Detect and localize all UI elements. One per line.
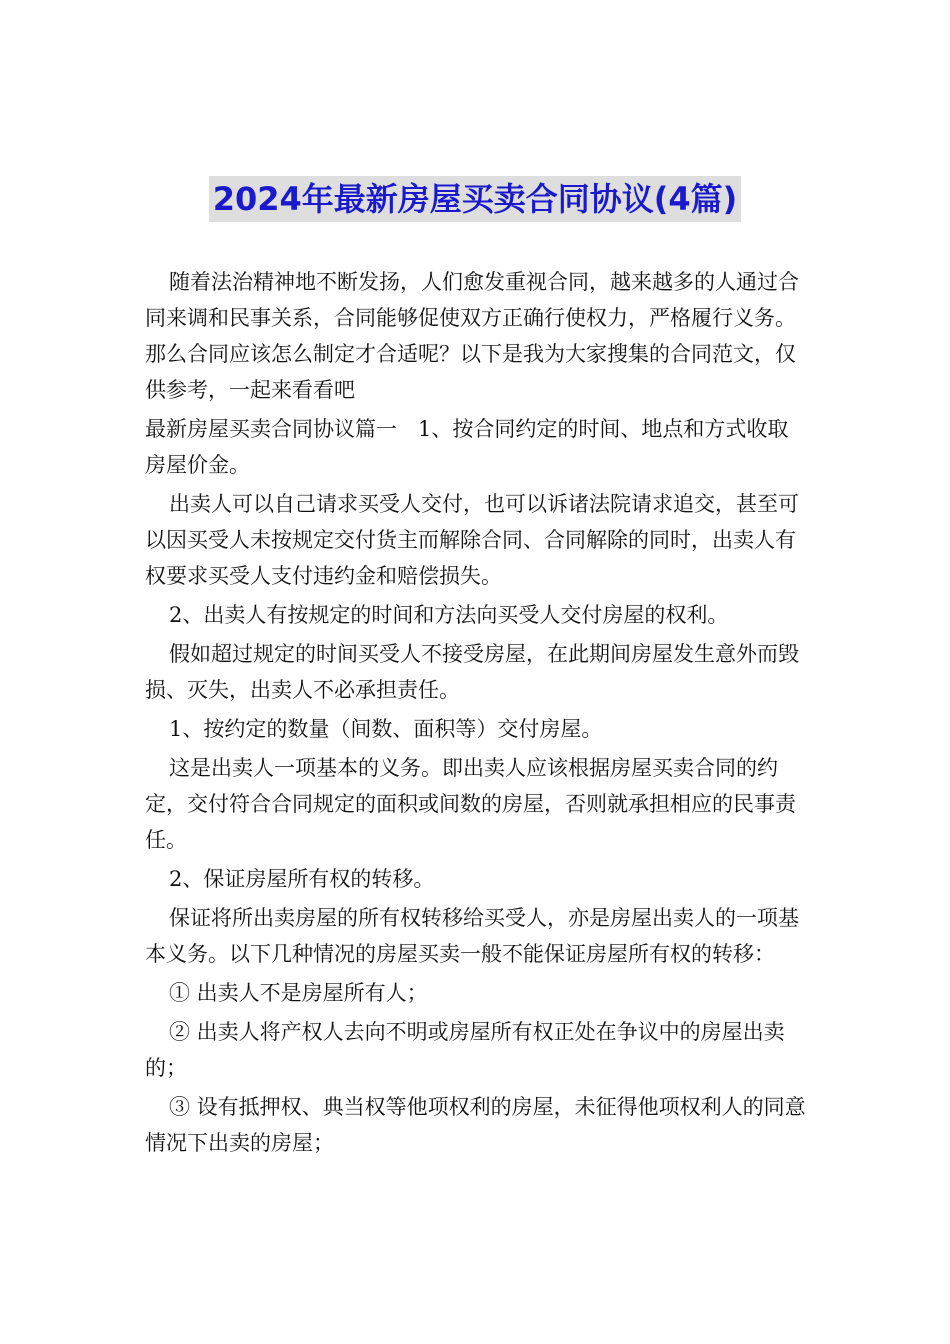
- body-paragraph: 假如超过规定的时间买受人不接受房屋，在此期间房屋发生意外而毁损、灭失，出卖人不必承担责任。: [145, 642, 799, 702]
- document-title: 2024年最新房屋买卖合同协议(4篇): [209, 176, 742, 222]
- body-paragraph: 出卖人可以自己请求买受人交付，也可以诉诸法院请求追交，甚至可以因买受人未按规定交付货主而解除合同、合同解除的同时，出卖人有权要求买受人支付违约金和赔偿损失。: [145, 492, 799, 588]
- intro-paragraph: 随着法治精神地不断发扬，人们愈发重视合同，越来越多的人通过合同来调和民事关系，合同能够促使双方正确行使权力，严格履行义务。那么合同应该怎么制定才合适呢？以下是我为大家搜集的合同范文，仅供参考，一起来看看吧: [145, 270, 799, 402]
- numbered-item: 1、按约定的数量（间数、面积等）交付房屋。: [169, 717, 603, 741]
- numbered-item: 2、出卖人有按规定的时间和方法向买受人交付房屋的权利。: [169, 603, 729, 627]
- title-block: [0, 176, 950, 222]
- body-paragraph: 保证将所出卖房屋的所有权转移给买受人，亦是房屋出卖人的一项基本义务。以下几种情况的房屋买卖一般不能保证房屋所有权的转移：: [145, 906, 799, 966]
- section-heading-paragraph: 最新房屋买卖合同协议篇一 1、按合同约定的时间、地点和方式收取房屋价金。: [145, 417, 789, 477]
- circled-list-item: ① 出卖人不是房屋所有人；: [169, 981, 428, 1005]
- body-paragraph: 这是出卖人一项基本的义务。即出卖人应该根据房屋买卖合同的约定，交付符合合同规定的面积或间数的房屋，否则就承担相应的民事责任。: [145, 756, 796, 852]
- circled-list-item: ② 出卖人将产权人去向不明或房屋所有权正处在争议中的房屋出卖的；: [145, 1020, 785, 1080]
- circled-list-item: ③ 设有抵押权、典当权等他项权利的房屋，未征得他项权利人的同意情况下出卖的房屋；: [145, 1095, 806, 1155]
- numbered-item: 2、保证房屋所有权的转移。: [169, 867, 435, 891]
- document-body: [145, 264, 809, 1164]
